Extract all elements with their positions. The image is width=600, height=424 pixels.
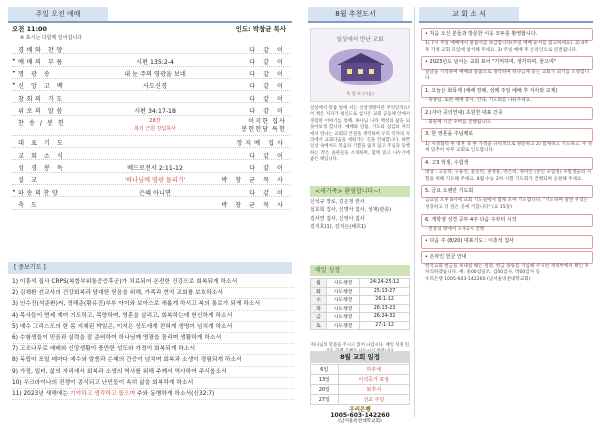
schedule-row <box>311 385 410 395</box>
news-heading: • 온라인 헌금 안내 <box>421 251 593 264</box>
bible-day: 화 <box>311 287 327 296</box>
right-page <box>300 0 600 424</box>
bible-day: 목 <box>311 304 327 313</box>
news-text: 우리은행 1005-603-142260 (남서울비전대학교회) <box>425 276 531 282</box>
order-content: 은혜 아니면 <box>139 189 171 197</box>
bible-range: 25:13-27 <box>360 287 410 296</box>
schedule-date: 6일 <box>311 365 339 375</box>
bible-day: 토 <box>311 321 327 330</box>
order-label: 축 도 <box>18 201 40 209</box>
worship-order-row <box>12 160 290 172</box>
book-cover-image <box>310 28 410 102</box>
worship-order-row <box>12 116 290 136</box>
window-icon <box>358 69 363 74</box>
worship-order-row <box>12 91 290 103</box>
news-heading: 4. 고3 학생, 수험생 <box>421 157 593 170</box>
prayer-highlight: 기억하고 생각하고 돌으며 <box>69 390 136 397</box>
order-label: 참회의 기도 <box>18 95 65 103</box>
bank-name: 우리은행 <box>349 407 371 413</box>
bible-row <box>311 279 410 288</box>
worship-order-row <box>12 148 290 160</box>
order-label: 설 교 <box>18 177 40 185</box>
order-content: 사도신경 <box>143 83 167 91</box>
news-heading: • 처음 오신 분들과 방문한 이웃 모두를 환영합니다. <box>421 28 593 41</box>
schedule-row <box>311 365 410 375</box>
order-mark: • <box>12 81 16 89</box>
worship-order-row <box>12 136 290 148</box>
worship-order-row <box>12 197 290 209</box>
news-text: 1) 지정협력 한 영혼 축 한 가정을 규칙적으로 방문하고 2) 함께하고 기도하고, 주 뜻에 맞추어 아무 교회로 인도합니다. <box>425 141 593 154</box>
order-person: 이지한 집사 봉헌헌당 특헌 <box>241 117 286 133</box>
news-text: 1) 7시 주일 예배에서 말씀서를 보급합니다(주일 예배 순서를 참고하세요). 2) 4주 후 가정 교회 모임에 참석해 주세요. 3) 주일 예배 후 온라인으로 연결됩니다. <box>425 41 589 53</box>
order-person: 다 같 이 <box>249 108 286 116</box>
news-text: 금요일 오후 8시에 교회 기도실에서 함께 모여 기도합니다. "기도하며 살면 우리는 성장하고 더 깊은 곳에 거합니다" (요 15장) <box>425 198 589 210</box>
order-person: 다 같 이 <box>249 95 286 103</box>
order-content: 시편 34:17-18 <box>134 108 176 116</box>
prayer-item: 4) 목사들이 면제 계여 기도하고, 목양하며, 영혼을 살리고, 회복하는데 헌신하게 하소서 <box>12 311 294 322</box>
bank-box <box>310 407 410 424</box>
bible-row <box>311 287 410 296</box>
worship-order-row <box>12 173 290 185</box>
schedule-date: 13일 <box>311 375 339 385</box>
book-description: 일상에서 말씀 앞에 서는 신앙생활이란 무엇일까요? 이 책은 저자가 평신도로 섬겨온 교회 공동체 안에서 경험한 이야기를 통해, 하나님 나라 백성의 삶을 되돌아보게 합니다. 예배와 말씀, 기도와 섬김의 자리에서 만나는 교회의 본질을 생각하며 우리 각자의 자리에서 교회다움을 세워가는 길을 안내합니다. 바쁜 일상 속에서도 복음의 기쁨을 잃지 않고 주님과 동행하는 작은 습관들을 소개하며, 함께 읽고 나누기에 좋은 책입니다. <box>310 106 410 163</box>
order-mark: • <box>12 56 16 64</box>
bible-book: 사도행전 <box>327 321 360 330</box>
worship-order-row <box>12 67 290 79</box>
service-leader: 인도: 박창균 목사 <box>235 25 286 33</box>
newcomer-name: 김지호(1), 김지은(해흐1) <box>310 224 366 231</box>
order-content: 내 눈 주의 영광을 보네 <box>124 71 186 79</box>
prayer-item: 1) 이흥석 집사 CRPS(복합부위통증증후군)가 치료되어 온전한 건강으로 회복되게 하소서 <box>12 277 294 288</box>
order-label: 파송의찬양 <box>18 189 61 197</box>
prayer-item: 7) 고조나무로 예배와 신앙생활이 충만한 성도와 가정이 회복되게 하소서 <box>12 344 294 355</box>
bible-reading-table <box>310 278 410 330</box>
order-label: 찬 송 / 봉 헌 <box>18 120 66 128</box>
order-person: 다 같 이 <box>249 58 286 66</box>
order-label: 교 회 소 식 <box>18 152 66 160</box>
prayer-item: 3) 인수진(석준환)씨, 정해준(황유진)부부 아이와 보아스로 새롭게 하시고 복의 통로가 되게 하소서 <box>12 299 294 310</box>
schedule-date: 27일 <box>311 395 339 405</box>
newcomer-name: 신석규 장로, 김은정 권사 <box>310 199 365 205</box>
stand-note: ※ 표시는 다함께 일어섭니다 <box>20 35 83 41</box>
news-heading: 1. 오늘은 화목제 (예배 장례, 성례 주일 예배 후 식사와 교제) <box>421 85 593 98</box>
newcomer-name: 김사연 집사, 신영아 집사 <box>310 215 365 222</box>
schedule-row <box>311 375 410 385</box>
bible-range: 24:24-25:12 <box>360 279 410 288</box>
worship-tab: 주일 오전 예배 <box>8 7 108 21</box>
news-heading: 3. 한 영혼을 주님께로 <box>421 128 593 141</box>
bible-day: 수 <box>311 296 327 305</box>
bank-holder: (남서울비전대학교회) <box>338 419 382 424</box>
bible-book: 사도행전 <box>327 304 360 313</box>
bible-book: 사도행전 <box>327 313 360 322</box>
worship-order-list <box>12 42 290 210</box>
order-label: 위로의 말씀 <box>18 108 65 116</box>
order-label: 예배의 부름 <box>18 58 65 66</box>
church-news-list <box>421 26 593 284</box>
news-text: 한국교회 헌금을 보내실 때는 성명, 헌금 종류를 기입해 주시면 재정부에서 확인 후 처리하겠습니다. 예: 홍00십일조, 김00감사, 박00감사 등 <box>425 263 589 276</box>
order-label: 성 경 봉 독 <box>18 164 66 172</box>
news-rule <box>419 21 593 23</box>
order-person: 다 같 이 <box>249 164 286 172</box>
worship-order-row <box>12 79 290 91</box>
bible-book: 사도행전 <box>327 296 360 305</box>
worship-order-row <box>12 103 290 115</box>
prayer-section-title: [ 중보기도 ] <box>8 262 292 274</box>
order-label: 경배와 찬양 <box>18 46 65 54</box>
order-person: 다 같 이 <box>249 152 286 160</box>
schedule-name: 와후서 <box>338 385 409 395</box>
schedule-name: 선교 주일 <box>338 395 409 405</box>
prayer-item: 10) 우크라이나의 전쟁이 종식되고 난민들이 속히 삶을 회복하게 하소서 <box>12 378 294 389</box>
news-text: - 목양팀, 또한 예배 봉사, 안내, 기도회를 나눠주세요. <box>425 97 532 103</box>
schedule-name: 이석중가 포상 <box>338 375 409 385</box>
bible-range: 27:1-12 <box>360 321 410 330</box>
window-icon <box>369 69 374 74</box>
bible-caption: 하나님의 말씀을 주시고 읽어 나갑시다. 매일 성경 읽 <box>310 343 410 348</box>
prayer-item: 9) 가정, 일터, 삶의 자리에서 회복과 소생의 역사를 위해 주께서 역사하여 주시옵소서 <box>12 367 294 378</box>
window-icon <box>347 69 352 74</box>
prayer-list <box>12 277 294 400</box>
bible-row <box>311 296 410 305</box>
order-person: 다 같 이 <box>249 71 286 79</box>
bible-row <box>311 304 410 313</box>
order-mark: • <box>12 187 16 195</box>
bible-range: 26:13-23 <box>360 304 410 313</box>
news-heading: 2.(자아 공의연대) 초원한 대표 간증 <box>421 107 593 120</box>
order-content: 시편 135:2-4 <box>136 58 174 66</box>
order-person: 다 같 이 <box>249 189 286 197</box>
bank-account: 1005-603-142260 <box>330 412 390 419</box>
prayer-item: 8) 독립어 포일 매마다 예수와 말씀과 은혜의 간증이 넘치며 회복과 소생이 경험되게 하소서 <box>12 355 294 366</box>
schedule-name: 하루세 <box>338 365 409 375</box>
book-title: 일상에서 만난 교회 <box>336 37 384 43</box>
newcomer-band: <새가족> 환영합니다~! <box>310 186 410 197</box>
prayer-item: 5) 예수 그리스도의 한 몸 지체된 박일곤, 이지은 성도에게 전혀게 생명이 넘치게 하소서 <box>12 322 294 333</box>
worship-order-row <box>12 185 290 197</box>
bible-day: 금 <box>311 313 327 322</box>
news-heading: 6. 개학생 성경 공부 4주 다음 주부터 시작 <box>421 214 593 227</box>
news-heading: 5. 금요 오랜만 기도회 <box>421 185 593 198</box>
bible-row <box>311 321 410 330</box>
order-content: 베드로전서 2:11-12 <box>127 164 183 172</box>
order-person: 다 같 이 <box>249 46 286 54</box>
header-rule <box>8 21 292 23</box>
bible-row <box>311 313 410 322</box>
schedule-date: 20일 <box>311 385 339 395</box>
order-content: 28장 복의 근원 강림하사 <box>134 117 176 132</box>
bible-book: 사도행전 <box>327 287 360 296</box>
news-heading: • 다음 주 (8/20) 대표기도 : 이흥석 집사 <box>421 235 593 248</box>
newcomer-list <box>310 198 410 232</box>
book-tab: 8월 추천도서 <box>308 7 403 21</box>
order-content: '하나님께 영광 돌리기' <box>124 177 186 185</box>
prayer-item: 2) 김채환 선교사의 건강회복과 담대한 믿음을 위해, 가족과 현지 교회를 보호하소서 <box>12 288 294 299</box>
column-divider <box>414 7 415 417</box>
news-text: - 회원께 시간 수여를 진행됩니다. <box>425 119 492 125</box>
schedule-table <box>310 364 410 405</box>
service-time: 오전 11:00 <box>12 25 47 33</box>
order-person: 박 창 균 목 사 <box>221 201 286 209</box>
order-person: 박 창 균 목 사 <box>221 177 286 185</box>
news-text: - 전상의 방에서 오후2시 진행 <box>425 226 485 232</box>
prayer-item: 6) 수험생들이 믿음과 실력을 잘 준비하여 하나님께 영광을 돌리며 생활하게 하소서 <box>12 333 294 344</box>
bible-range: 26:1-12 <box>360 296 410 305</box>
news-text: 앞날을 기억하며 예배와 말씀으로 생각하며 하나님께 묻는 교회가 되기를 소망합니다. <box>425 69 590 82</box>
schedule-band: 8월 교회 일정 <box>310 351 410 363</box>
worship-order-row <box>12 54 290 66</box>
book-author: 옥 향 모 (지음) <box>346 91 374 96</box>
bible-day: 월 <box>311 279 327 288</box>
bible-book: 사도행전 <box>327 279 360 288</box>
bible-range: 26:24-32 <box>360 313 410 322</box>
book-rule <box>308 21 412 23</box>
bible-band: 매일 성경 <box>310 265 410 276</box>
order-label: 신 앙 고 백 <box>18 83 66 91</box>
order-person: 정지예 집사 <box>236 140 286 148</box>
order-label: 명 광 송 <box>18 71 53 79</box>
news-heading: • 2023년도 남서는 교회 표어 "기억하며, 생각하며, 물으며" <box>421 56 593 69</box>
schedule-row <box>311 395 410 405</box>
order-mark: • <box>12 69 16 77</box>
news-text: 대상 : 고등학, 구용진, 윤승빈, 권정훈, 박은비, 정미안 (본인 포함정) 수험생들의 시험을 위해 기도해 주세요. 8월 수능 2차 시험 기도회가 진행되며 응원해 주세요. <box>425 169 592 182</box>
order-person: 다 같 이 <box>249 83 286 91</box>
worship-order-row <box>12 42 290 54</box>
order-label: 대 표 기 도 <box>18 140 66 148</box>
prayer-item: 11) 2023년 새해에는 기억하고 생각하고 돌으며 주와 동행하게 하소서(신32:7) <box>12 389 294 400</box>
newcomer-name: 실호희 집사, 신명아 집사, 성재(관종) <box>310 207 392 214</box>
news-tab: 교 회 소 식 <box>419 7 519 21</box>
